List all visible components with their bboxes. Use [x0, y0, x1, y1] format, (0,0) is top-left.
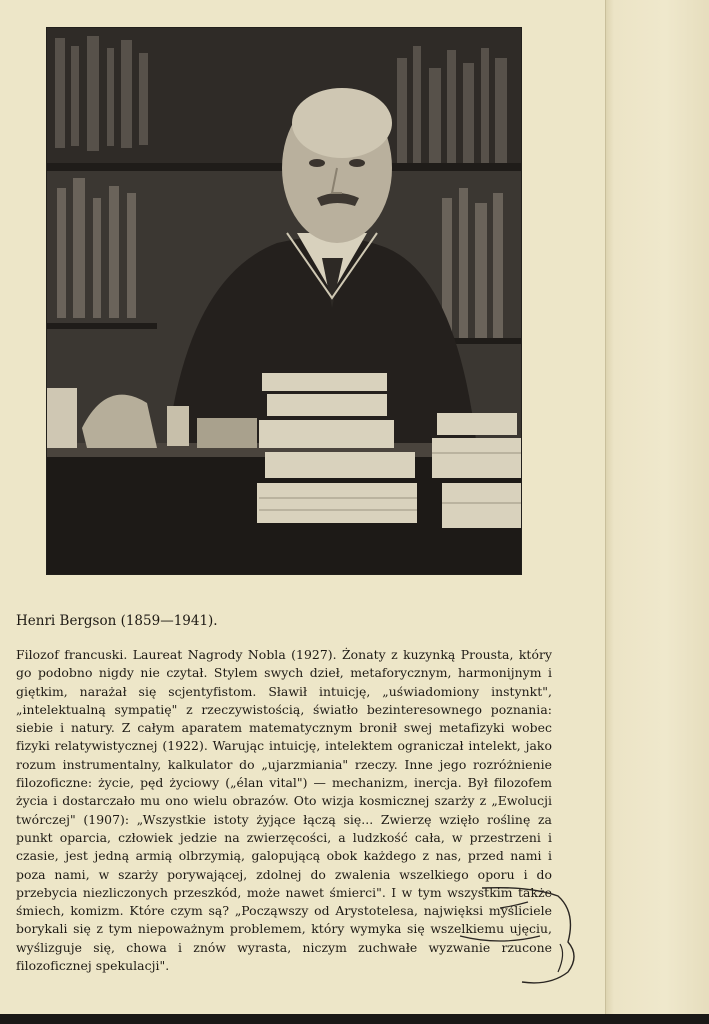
portrait-photo	[46, 27, 522, 575]
book-spine-edge	[605, 0, 709, 1024]
scan-bottom-edge	[0, 1014, 709, 1024]
photo-caption: Henri Bergson (1859—1941).	[16, 613, 218, 629]
biography-text: Filozof francuski. Laureat Nagrody Nobla (1927). Żonaty z kuzynką Prousta, który go podobno nigdy nie czytał. Stylem swych dzieł, metaforycznym, harmonijnym i giętkim, narażał się scjentyfistom. Sławił intuicję, „uświadomiony instynkt", „intelektualną sympatię" z rzeczywistością, światło bezinteresownego poznania: siebie i natury. Z całym aparatem matematycznym bronił swej metafizyki wobec fizyki relatywistycznej (1922). Warując intuicję, intelektem ograniczał intelekt, jako rozum instrumentalny, kalkulator do „ujarzmiania" rzeczy. Inne jego rozróżnienie filozoficzne: życie, pęd życiowy („élan vital") — mechanizm, inercja. Był filozofem życia i dostarczało mu ono wielu obrazów. Oto wizja kosmicznej szarży z „Ewolucji twórczej" (1907): „Wszystkie istoty żyjące łączą się... Zwierzę wzięło roślinę za punkt oparcia, człowiek jedzie na zwierzęcości, a ludzkość cała, w przestrzeni i czasie, jest jedną armią olbrzymią, galopującą obok każdego z nas, przed nami i poza nami, w szarży porywającej, zdolnej do zwalenia wszelkiego oporu i do przebycia niezliczonych przeszkód, może nawet śmierci". I w tym wszystkim także śmiech, komizm. Które czym są? „Począwszy od Arystotelesa, najwięksi myśliciele borykali się z tym niepoważnym problemem, który wymyka się wszelkiemu ujęciu, wyślizguje się, chowa i znów wyrasta, niczym zuchwałe wyzwanie rzucone filozoficznej spekulacji".	[16, 647, 552, 974]
